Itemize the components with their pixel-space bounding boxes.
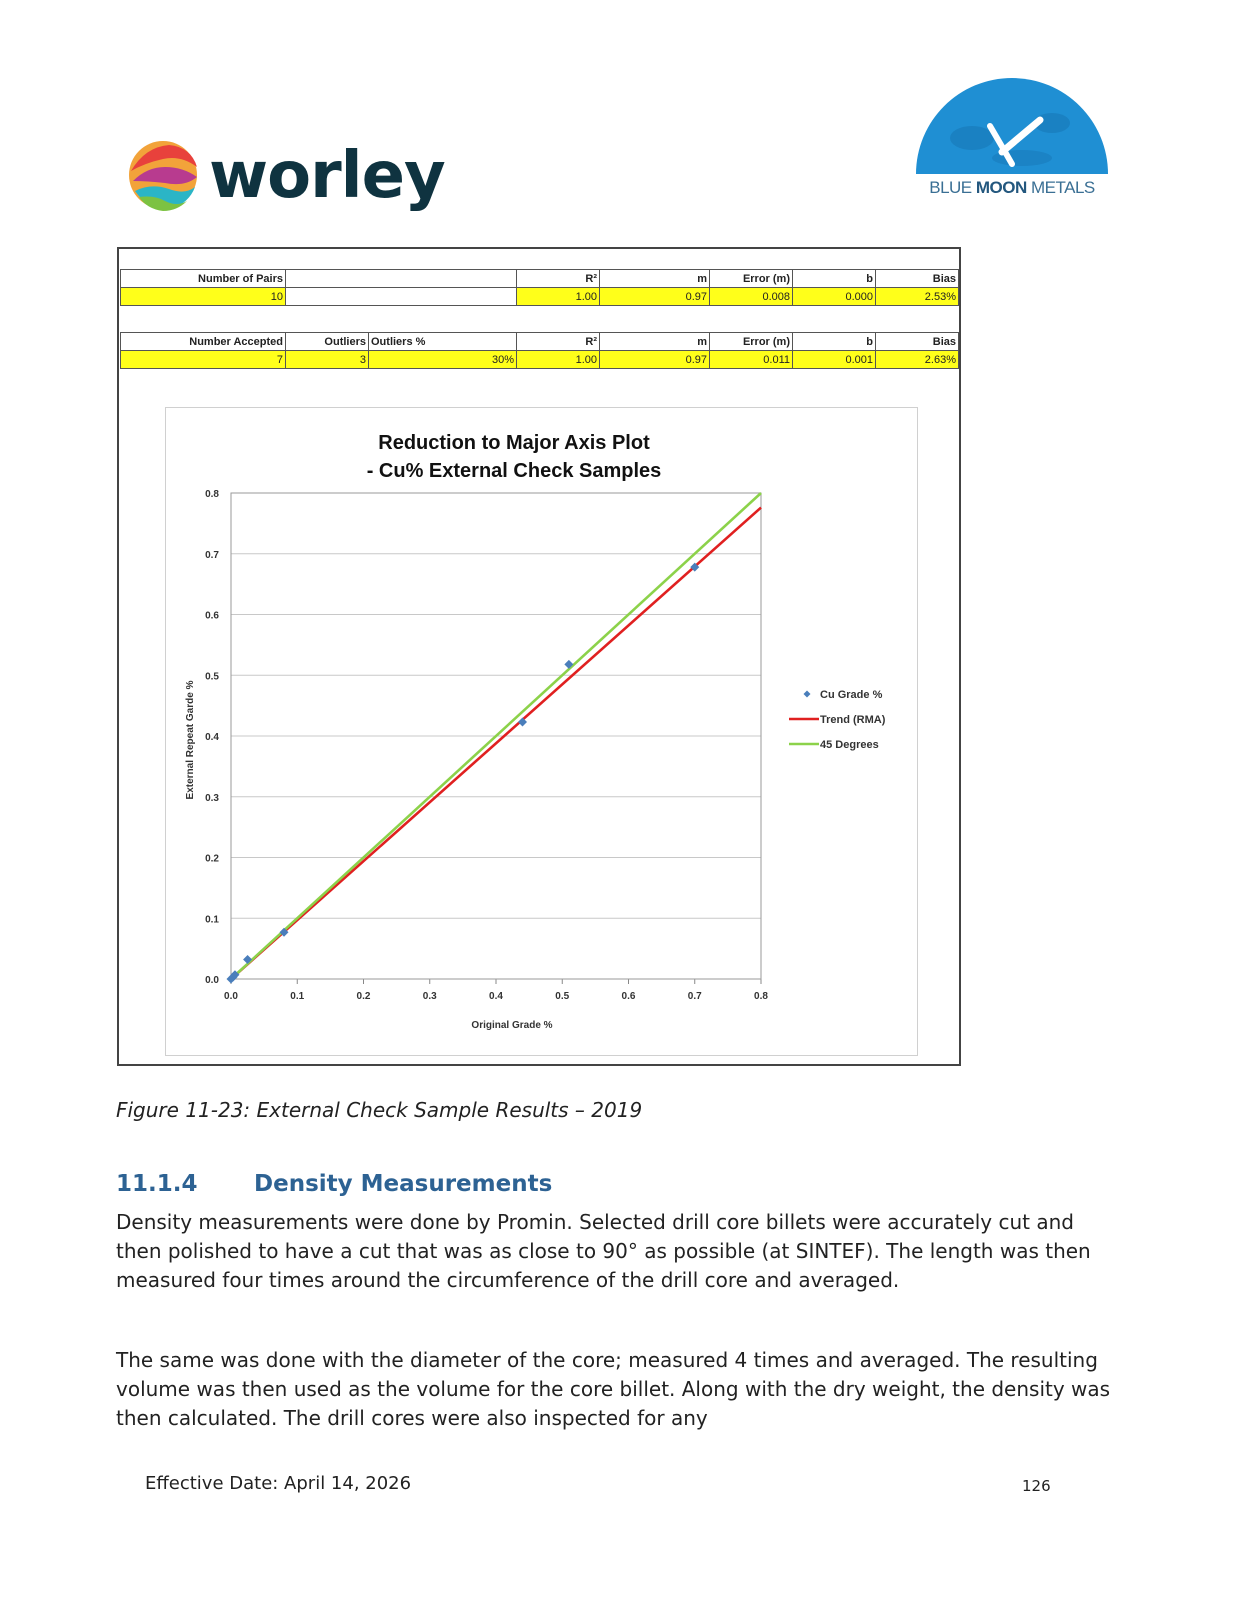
table-header-cell: Bias	[876, 333, 959, 351]
body-paragraph: Density measurements were done by Promin. Selected drill core billets were accurately cut and then polished to have a cut that was as close to 90° as possible (at SINTEF). The length was then measured four times around the circumference of the drill core and averaged.	[116, 1210, 1091, 1292]
y-tick-label: 0.3	[205, 792, 219, 804]
table-cell: 0.000	[793, 288, 876, 306]
moon-icon	[912, 78, 1112, 178]
table-header-cell: R²	[517, 333, 600, 351]
table-header-cell: m	[600, 270, 710, 288]
chart-title: Reduction to Major Axis Plot	[378, 432, 650, 454]
blue-moon-metals-logo	[912, 78, 1112, 208]
table-cell: 2.53%	[876, 288, 959, 306]
table-header-row	[121, 270, 959, 288]
page-number: 126	[1022, 1477, 1051, 1495]
x-tick-label: 0.3	[422, 991, 437, 1002]
y-tick-label: 0.0	[205, 975, 219, 986]
y-tick-label: 0.6	[205, 610, 219, 622]
pairs-stats-table	[120, 269, 959, 306]
table-cell	[286, 288, 517, 306]
table-cell: 30%	[369, 351, 517, 369]
table-row	[121, 351, 959, 369]
x-tick-label: 0.0	[224, 991, 238, 1002]
table-cell: 0.97	[600, 288, 710, 306]
table-header-cell	[286, 270, 517, 288]
legend-label: 45 Degrees	[820, 739, 879, 751]
table-cell: 0.97	[600, 351, 710, 369]
table-cell: 7	[121, 351, 286, 369]
y-axis-label: External Repeat Garde %	[185, 680, 196, 800]
table-header-cell: b	[793, 333, 876, 351]
accepted-stats-table	[120, 332, 959, 369]
section-number: 11.1.4	[116, 1171, 198, 1197]
chart-svg	[166, 408, 919, 1057]
table-cell: 10	[121, 288, 286, 306]
x-axis-label: Original Grade %	[471, 1020, 553, 1031]
x-tick-label: 0.4	[489, 991, 503, 1002]
chart-subtitle: - Cu% External Check Samples	[366, 460, 662, 482]
legend-label: Cu Grade %	[820, 689, 883, 701]
table-cell: 2.63%	[876, 351, 959, 369]
x-tick-label: 0.7	[687, 991, 702, 1002]
footer-effective-date: Effective Date: April 14, 2026	[145, 1473, 412, 1494]
body-paragraph: The same was done with the diameter of the core; measured 4 times and averaged. The resulting volume was then used as the volume for the core billet. Along with the dry weight, the density was then calculated. The drill cores were also inspected for any	[116, 1348, 1111, 1430]
table-header-row	[121, 333, 959, 351]
table-header-cell: Error (m)	[710, 333, 793, 351]
table-header-cell: Number Accepted	[121, 333, 286, 351]
table-cell: 1.00	[517, 288, 600, 306]
series-line	[231, 508, 761, 979]
y-tick-label: 0.4	[205, 732, 219, 743]
table-cell: 0.001	[793, 351, 876, 369]
table-cell: 0.008	[710, 288, 793, 306]
x-tick-label: 0.6	[621, 991, 636, 1002]
worley-wordmark: worley	[209, 139, 445, 213]
x-tick-label: 0.8	[754, 991, 768, 1002]
table-header-cell: Outliers %	[369, 333, 517, 351]
blue-moon-metals-wordmark: BLUE MOON METALS	[929, 178, 1095, 197]
data-point	[518, 718, 527, 727]
table-header-cell: Bias	[876, 270, 959, 288]
table-header-cell: Number of Pairs	[121, 270, 286, 288]
legend-label: Trend (RMA)	[820, 714, 886, 726]
section-heading	[116, 1171, 552, 1197]
table-header-cell: Error (m)	[710, 270, 793, 288]
table-cell: 1.00	[517, 351, 600, 369]
y-tick-label: 0.8	[205, 489, 219, 500]
x-tick-label: 0.1	[290, 991, 305, 1002]
figure-caption: Figure 11-23: External Check Sample Results – 2019	[116, 1098, 643, 1122]
table-cell: 3	[286, 351, 369, 369]
x-tick-label: 0.2	[356, 991, 371, 1002]
worley-swirl-icon	[125, 137, 201, 213]
worley-logo	[125, 132, 445, 222]
y-tick-label: 0.2	[205, 853, 219, 865]
table-header-cell: R²	[517, 270, 600, 288]
table-header-cell: m	[600, 333, 710, 351]
table-cell: 0.011	[710, 351, 793, 369]
section-title: Density Measurements	[254, 1171, 553, 1197]
x-tick-label: 0.5	[555, 991, 570, 1002]
rma-chart	[165, 407, 918, 1056]
y-tick-label: 0.5	[205, 671, 219, 683]
y-tick-label: 0.7	[205, 549, 219, 561]
table-header-cell: Outliers	[286, 333, 369, 351]
legend-marker	[804, 691, 811, 698]
y-tick-label: 0.1	[205, 914, 219, 926]
chart-legend	[789, 689, 886, 751]
table-row	[121, 288, 959, 306]
table-header-cell: b	[793, 270, 876, 288]
